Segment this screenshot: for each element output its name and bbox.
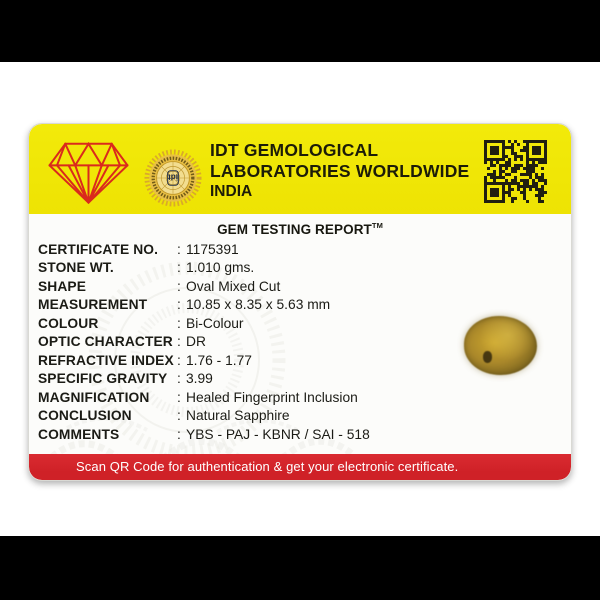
field-label: COMMENTS xyxy=(38,426,120,442)
field-row xyxy=(38,278,468,296)
field-row xyxy=(38,241,468,259)
field-row xyxy=(38,333,468,351)
field-label: SPECIFIC GRAVITY xyxy=(38,371,168,387)
field-label: STONE WT. xyxy=(38,260,114,276)
field-colon: : xyxy=(177,278,181,294)
field-colon: : xyxy=(177,371,181,387)
footer-notice: Scan QR Code for authentication & get your electronic certificate. xyxy=(76,459,459,474)
letterbox-bottom xyxy=(0,536,600,600)
field-value: Oval Mixed Cut xyxy=(186,278,281,294)
org-name-line2: LABORATORIES WORLDWIDE xyxy=(210,161,470,181)
field-colon: : xyxy=(177,315,181,331)
fields-list xyxy=(38,241,468,444)
gemstone-photo xyxy=(464,316,537,375)
inclusion-spot xyxy=(483,351,492,363)
certificate-card xyxy=(28,123,572,481)
field-label: SHAPE xyxy=(38,278,87,294)
field-label: CERTIFICATE NO. xyxy=(38,242,159,257)
field-row xyxy=(38,426,468,444)
field-colon: : xyxy=(177,389,181,405)
idt-seal-icon xyxy=(144,149,202,207)
field-row xyxy=(38,352,468,370)
field-colon: : xyxy=(177,352,181,368)
field-value: 3.99 xyxy=(186,371,213,387)
field-row xyxy=(38,389,468,407)
report-title-text: GEM TESTING REPORT xyxy=(217,222,372,237)
header-band xyxy=(29,124,571,214)
field-row xyxy=(38,315,468,333)
field-value: 1.010 gms. xyxy=(186,260,255,276)
field-value: DR xyxy=(186,334,206,350)
letterbox-top xyxy=(0,0,600,62)
field-row xyxy=(38,407,468,425)
field-label: COLOUR xyxy=(38,315,99,331)
field-colon: : xyxy=(177,426,181,442)
field-colon: : xyxy=(177,297,181,313)
trademark-symbol: TM xyxy=(371,221,383,230)
field-row xyxy=(38,296,468,314)
seal-center-text: idt xyxy=(167,172,179,182)
field-label: REFRACTIVE INDEX xyxy=(38,352,174,368)
org-name-line3: INDIA xyxy=(210,183,253,200)
field-colon: : xyxy=(177,334,181,350)
org-name-line1: IDT GEMOLOGICAL xyxy=(210,140,379,160)
qr-code xyxy=(484,140,547,203)
field-colon: : xyxy=(177,242,181,257)
field-colon: : xyxy=(177,408,181,424)
field-label: MAGNIFICATION xyxy=(38,389,150,405)
field-label: CONCLUSION xyxy=(38,408,132,424)
field-row xyxy=(38,259,468,277)
diamond-logo-icon xyxy=(46,138,131,206)
field-value: 1175391 xyxy=(186,242,239,257)
field-colon: : xyxy=(177,260,181,276)
field-label: MEASUREMENT xyxy=(38,297,148,313)
field-value: Natural Sapphire xyxy=(186,408,290,424)
field-row xyxy=(38,370,468,388)
org-name-block xyxy=(210,140,469,202)
field-value: Bi-Colour xyxy=(186,315,244,331)
field-value: 10.85 x 8.35 x 5.63 mm xyxy=(186,297,331,313)
field-value: 1.76 - 1.77 xyxy=(186,352,252,368)
field-value: Healed Fingerprint Inclusion xyxy=(186,389,358,405)
footer-bar xyxy=(29,454,571,480)
report-title xyxy=(29,221,571,237)
field-value: YBS - PAJ - KBNR / SAI - 518 xyxy=(186,426,370,442)
field-label: OPTIC CHARACTER xyxy=(38,334,173,350)
